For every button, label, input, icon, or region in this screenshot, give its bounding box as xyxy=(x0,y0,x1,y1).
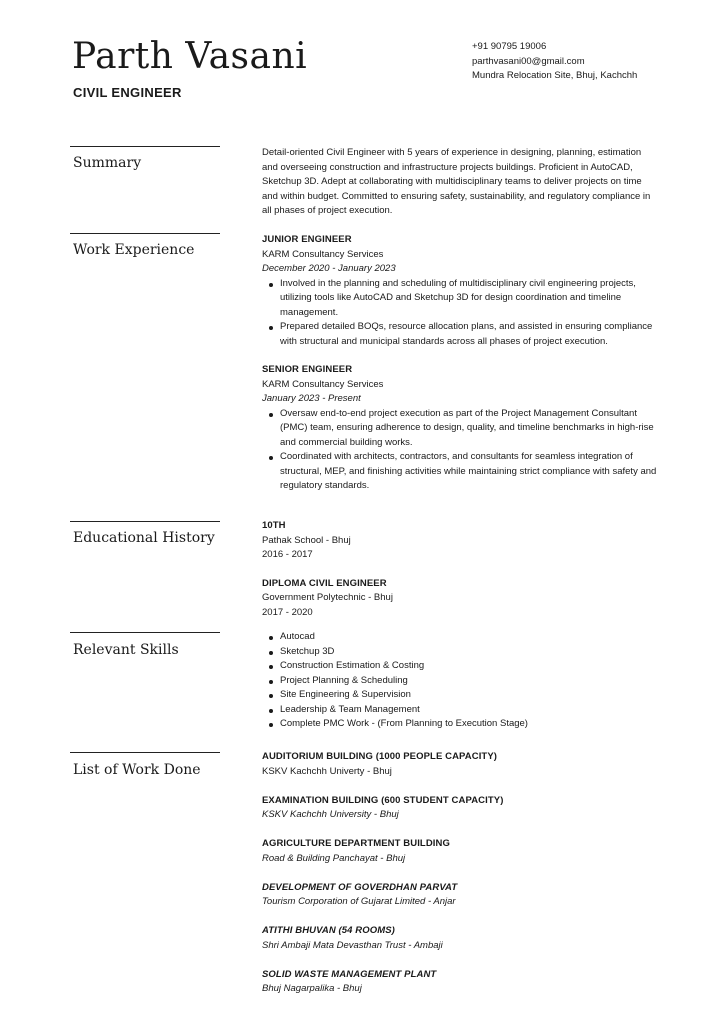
section-divider xyxy=(70,632,220,633)
job-bullet: Oversaw end-to-end project execution as part of the Project Management Consultant (PMC) team, ensuring adherence to design, quality, and timeline benchmarks in high-rise and commercial building works. xyxy=(280,407,657,451)
work-entry xyxy=(262,881,657,910)
education-entry xyxy=(262,577,657,621)
section-divider xyxy=(70,233,220,234)
section-title-skills: Relevant Skills xyxy=(73,642,179,658)
summary-section xyxy=(262,146,657,219)
home-address: Mundra Relocation Site, Bhuj, Kachchh xyxy=(472,70,638,81)
work-client: Bhuj Nagarpalika - Bhuj xyxy=(262,983,362,994)
work-entry xyxy=(262,750,657,779)
work-name: SOLID WASTE MANAGEMENT PLANT xyxy=(262,968,437,980)
job-company: KARM Consultancy Services xyxy=(262,378,384,390)
summary-text: Detail-oriented Civil Engineer with 5 years of experience in designing, planning, estimation and overseeing construction and infrastructure projects buildings. Proficient in AutoCAD, Sketchup 3D. Adept at collaborating with multidisciplinary teams to deliver projects on time and within budget. Committed to ensuring safety, sustainability, and regulatory compliance in all phases of project execution. xyxy=(262,147,651,216)
skill-item: Leadership & Team Management xyxy=(280,703,657,718)
section-title-works: List of Work Done xyxy=(73,762,201,778)
section-title-experience: Work Experience xyxy=(73,242,195,258)
skill-item: Complete PMC Work - (From Planning to Execution Stage) xyxy=(280,717,657,732)
job-entry xyxy=(262,363,657,494)
education-degree: DIPLOMA CIVIL ENGINEER xyxy=(262,577,387,589)
job-company: KARM Consultancy Services xyxy=(262,248,384,260)
experience-section xyxy=(262,233,657,508)
work-entry xyxy=(262,968,657,997)
skill-item: Site Engineering & Supervision xyxy=(280,688,657,703)
candidate-name: Parth Vasani xyxy=(72,36,308,77)
job-title: CIVIL ENGINEER xyxy=(73,85,182,100)
education-school: Pathak School - Bhuj xyxy=(262,534,351,546)
work-entry xyxy=(262,837,657,866)
job-position: SENIOR ENGINEER xyxy=(262,364,353,375)
section-title-education: Educational History xyxy=(73,530,215,546)
work-entry xyxy=(262,924,657,953)
contact-info xyxy=(472,40,637,84)
section-divider xyxy=(70,752,220,753)
education-degree: 10TH xyxy=(262,520,286,531)
education-years: 2016 - 2017 xyxy=(262,549,313,560)
skill-item: Construction Estimation & Costing xyxy=(280,659,657,674)
job-dates: December 2020 - January 2023 xyxy=(262,263,396,274)
work-client: Shri Ambaji Mata Devasthan Trust - Ambaji xyxy=(262,939,443,951)
works-section xyxy=(262,750,657,1011)
job-bullet: Involved in the planning and scheduling of multidisciplinary civil engineering projects, utilizing tools like AutoCAD and Sketchup 3D for design coordination and timeline management. xyxy=(280,277,657,321)
education-section xyxy=(262,519,657,634)
work-client: Tourism Corporation of Gujarat Limited - Anjar xyxy=(262,896,456,907)
work-client: KSKV Kachchh Univerty - Bhuj xyxy=(262,765,392,777)
skill-item: Project Planning & Scheduling xyxy=(280,674,657,689)
job-bullets xyxy=(262,407,657,494)
skills-list xyxy=(262,630,657,732)
section-divider xyxy=(70,146,220,147)
section-divider xyxy=(70,521,220,522)
skills-section xyxy=(262,630,657,732)
work-name: AUDITORIUM BUILDING (1000 PEOPLE CAPACITY) xyxy=(262,751,498,762)
work-name: EXAMINATION BUILDING (600 STUDENT CAPACITY) xyxy=(262,794,504,806)
education-school: Government Polytechnic - Bhuj xyxy=(262,592,393,603)
work-name: DEVELOPMENT OF GOVERDHAN PARVAT xyxy=(262,881,458,893)
education-years: 2017 - 2020 xyxy=(262,606,313,618)
education-entry xyxy=(262,519,657,563)
work-entry xyxy=(262,794,657,823)
job-entry xyxy=(262,233,657,349)
job-bullet: Coordinated with architects, contractors, and consultants for seamless integration of structural, MEP, and finishing activities while maintaining strict compliance with safety and regulatory standards. xyxy=(280,450,657,494)
phone-number: +91 90795 19006 xyxy=(472,41,547,52)
job-dates: January 2023 - Present xyxy=(262,393,361,404)
email-address: parthvasani00@gmail.com xyxy=(472,55,585,67)
job-position: JUNIOR ENGINEER xyxy=(262,234,352,245)
job-bullet: Prepared detailed BOQs, resource allocation plans, and assisted in ensuring compliance with structural and municipal standards across all phases of project execution. xyxy=(280,320,657,349)
skill-item: Sketchup 3D xyxy=(280,645,657,660)
section-title-summary: Summary xyxy=(73,155,142,171)
work-name: AGRICULTURE DEPARTMENT BUILDING xyxy=(262,838,450,849)
work-client: KSKV Kachchh University - Bhuj xyxy=(262,809,399,820)
work-name: ATITHI BHUVAN (54 ROOMS) xyxy=(262,925,395,936)
job-bullets xyxy=(262,277,657,350)
skill-item: Autocad xyxy=(280,630,657,645)
work-client: Road & Building Panchayat - Bhuj xyxy=(262,852,406,864)
